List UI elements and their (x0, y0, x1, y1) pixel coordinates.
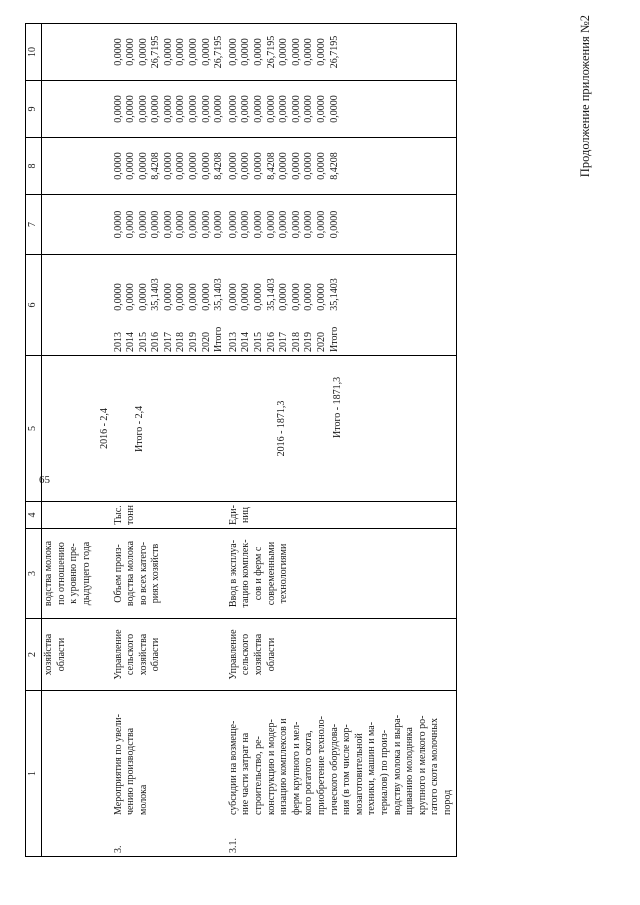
value-cell: 0,0000 (137, 95, 149, 123)
value-cell: 26,7195 (265, 35, 277, 69)
value-cell: 8,4208 (328, 152, 340, 180)
col7-values (112, 195, 227, 255)
value-cell: 0,0000 (188, 210, 200, 239)
value-cell: 0,0000 (328, 95, 340, 123)
value-cell: 0,0000 (213, 95, 225, 123)
value-cell: 0,0000 (125, 152, 137, 180)
year-cell: 2015 (253, 332, 265, 352)
value-cell: 0,0000 (240, 95, 252, 123)
value-cell: 0,0000 (303, 283, 315, 311)
header-cell: 8 (26, 138, 42, 195)
value-cell: 0,0000 (137, 152, 149, 180)
value-cell: 0,0000 (303, 95, 315, 123)
value-cell: 0,0000 (112, 210, 124, 239)
value-cell: 0,0000 (175, 210, 187, 239)
value-cell: 0,0000 (290, 38, 302, 66)
value-cell: 0,0000 (200, 95, 212, 123)
value-cell: 0,0000 (227, 95, 239, 123)
row-target: 2016 - 1871,3 (275, 400, 287, 457)
value-cell: 0,0000 (278, 152, 290, 180)
value-cell: 0,0000 (316, 95, 327, 123)
header-cell: 4 (26, 502, 42, 529)
row-executor: Управление сельского хозяйства области (227, 619, 456, 691)
value-cell: 0,0000 (162, 283, 174, 311)
page-number: 65 (39, 474, 50, 486)
year-cell: 2018 (290, 332, 302, 352)
year-cell: 2016 (150, 332, 162, 352)
row-target: 2016 - 2,4 (98, 408, 110, 449)
row-title: Мероприятия по увели- чению производства молока (112, 714, 149, 815)
value-cell: 0,0000 (253, 210, 265, 239)
value-cell: 26,7195 (150, 35, 162, 69)
year-cell: 2020 (200, 332, 212, 352)
year-cell: Итого (328, 326, 340, 352)
value-cell: 0,0000 (125, 95, 137, 123)
year-cell: 2014 (240, 332, 252, 352)
header-cell: 2 (26, 619, 42, 691)
value-cell: 0,0000 (265, 210, 277, 239)
value-cell: 0,0000 (162, 210, 174, 239)
value-cell: 0,0000 (112, 283, 124, 311)
value-cell: 0,0000 (303, 210, 315, 239)
program-table (25, 23, 457, 857)
value-cell: 0,0000 (150, 210, 162, 239)
value-cell: 0,0000 (328, 210, 340, 239)
value-cell: 0,0000 (137, 283, 149, 311)
value-cell: 0,0000 (162, 152, 174, 180)
year-cell: 2016 (265, 332, 277, 352)
value-cell: 0,0000 (227, 283, 239, 311)
row-indicator: Объем произ- водства молока во всех катего- риях хозяйств (112, 529, 227, 619)
year-cell: 2017 (162, 332, 174, 352)
header-row (26, 24, 42, 857)
value-cell: 0,0000 (316, 210, 327, 239)
value-cell: 0,0000 (200, 283, 212, 311)
row-target-total: Итого - 1871,3 (332, 376, 344, 438)
col9-values (112, 81, 227, 138)
value-cell: 8,4208 (150, 152, 162, 180)
row-number: 3.1. (227, 838, 239, 853)
value-cell: 0,0000 (290, 95, 302, 123)
value-cell: 0,0000 (240, 283, 252, 311)
value-cell: 0,0000 (253, 283, 265, 311)
value-cell: 0,0000 (200, 38, 212, 66)
col7-values (227, 195, 456, 255)
value-cell: 0,0000 (175, 38, 187, 66)
value-cell: 8,4208 (265, 152, 277, 180)
value-cell: 0,0000 (227, 210, 239, 239)
year-cell: 2015 (137, 332, 149, 352)
year-cell: Итого (213, 326, 225, 352)
col10-values (227, 24, 456, 81)
value-cell: 0,0000 (188, 152, 200, 180)
header-cell: 1 (26, 691, 42, 857)
value-cell: 0,0000 (175, 152, 187, 180)
col6-values (228, 278, 341, 311)
value-cell: 0,0000 (290, 152, 302, 180)
value-cell: 0,0000 (125, 210, 137, 239)
value-cell: 35,1403 (265, 278, 277, 311)
value-cell: 0,0000 (290, 283, 302, 311)
value-cell: 0,0000 (112, 152, 124, 180)
value-cell: 0,0000 (278, 210, 290, 239)
value-cell: 0,0000 (175, 95, 187, 123)
header-cell: 3 (26, 529, 42, 619)
value-cell: 26,7195 (213, 35, 225, 69)
col8-values (112, 138, 227, 195)
value-cell: 0,0000 (200, 152, 212, 180)
value-cell: 0,0000 (227, 38, 239, 66)
appendix-title: Продолжение приложения №2 (578, 15, 592, 178)
value-cell: 0,0000 (240, 210, 252, 239)
header-cell: 7 (26, 195, 42, 255)
header-cell: 5 (26, 356, 42, 502)
value-cell: 26,7195 (328, 35, 340, 69)
value-cell: 0,0000 (137, 38, 149, 66)
value-cell: 0,0000 (278, 38, 290, 66)
year-cell: 2013 (227, 332, 239, 352)
value-cell: 0,0000 (253, 95, 265, 123)
col6-values (113, 278, 226, 311)
header-cell: 6 (26, 255, 42, 356)
header-cell: 10 (26, 24, 42, 81)
value-cell: 0,0000 (188, 38, 200, 66)
continuation-indicator: водства молока по отношению к уровню пре- дыдущего года (42, 529, 112, 619)
continuation-executor: хозяйства области (42, 619, 112, 691)
col9-values (227, 81, 456, 138)
value-cell: 35,1403 (328, 278, 340, 311)
value-cell: 0,0000 (240, 38, 252, 66)
value-cell: 0,0000 (213, 210, 225, 239)
value-cell: 0,0000 (125, 283, 137, 311)
value-cell: 0,0000 (112, 38, 124, 66)
table-row-3-1 (227, 24, 456, 857)
value-cell: 0,0000 (227, 152, 239, 180)
value-cell: 0,0000 (303, 152, 315, 180)
years-list (228, 327, 341, 352)
year-cell: 2017 (278, 332, 290, 352)
value-cell: 0,0000 (188, 95, 200, 123)
value-cell: 0,0000 (290, 210, 302, 239)
table-row-3 (112, 24, 227, 857)
value-cell: 0,0000 (265, 95, 277, 123)
row-executor: Управление сельского хозяйства области (112, 619, 227, 691)
col10-values (112, 24, 227, 81)
year-cell: 2020 (316, 332, 327, 352)
row-unit: Еди- ниц (227, 502, 456, 529)
value-cell: 0,0000 (175, 283, 187, 311)
value-cell: 0,0000 (137, 210, 149, 239)
value-cell: 8,4208 (213, 152, 225, 180)
year-cell: 2014 (125, 332, 137, 352)
years-list (113, 327, 226, 352)
year-cell: 2013 (112, 332, 124, 352)
col8-values (227, 138, 456, 195)
value-cell: 0,0000 (278, 283, 290, 311)
value-cell: 0,0000 (303, 38, 315, 66)
value-cell: 0,0000 (112, 95, 124, 123)
value-cell: 35,1403 (150, 278, 162, 311)
value-cell: 0,0000 (162, 38, 174, 66)
value-cell: 0,0000 (150, 95, 162, 123)
row-number: 3. (112, 845, 124, 853)
row-unit: Тыс. тонн (112, 502, 227, 529)
year-cell: 2019 (188, 332, 200, 352)
row-indicator: Ввод в эксплуа- тацию комплек- сов и ферм с современными технологиями (227, 529, 456, 619)
value-cell: 35,1403 (213, 278, 225, 311)
value-cell: 0,0000 (162, 95, 174, 123)
value-cell: 0,0000 (316, 283, 327, 311)
value-cell: 0,0000 (316, 152, 327, 180)
year-cell: 2019 (303, 332, 315, 352)
value-cell: 0,0000 (278, 95, 290, 123)
value-cell: 0,0000 (316, 38, 327, 66)
year-cell: 2018 (175, 332, 187, 352)
value-cell: 0,0000 (125, 38, 137, 66)
row-target-total: Итого - 2,4 (134, 405, 146, 452)
value-cell: 0,0000 (253, 38, 265, 66)
value-cell: 0,0000 (253, 152, 265, 180)
row-title: субсидии на возмеще- ние части затрат на строительство, ре- конструкцию и модер- низацию комплексов и ферм крупного и мел- кого рогатого скота, приобретение техноло- гического оборудова- ния (в том числе кор- мозаготовительной техники, машин и ма- териалов) по произ- водству молока и выра- щиванию молодняка крупного и мелкого ро- гатого скота молочных пород (227, 714, 453, 815)
value-cell: 0,0000 (200, 210, 212, 239)
value-cell: 0,0000 (188, 283, 200, 311)
value-cell: 0,0000 (240, 152, 252, 180)
header-cell: 9 (26, 81, 42, 138)
